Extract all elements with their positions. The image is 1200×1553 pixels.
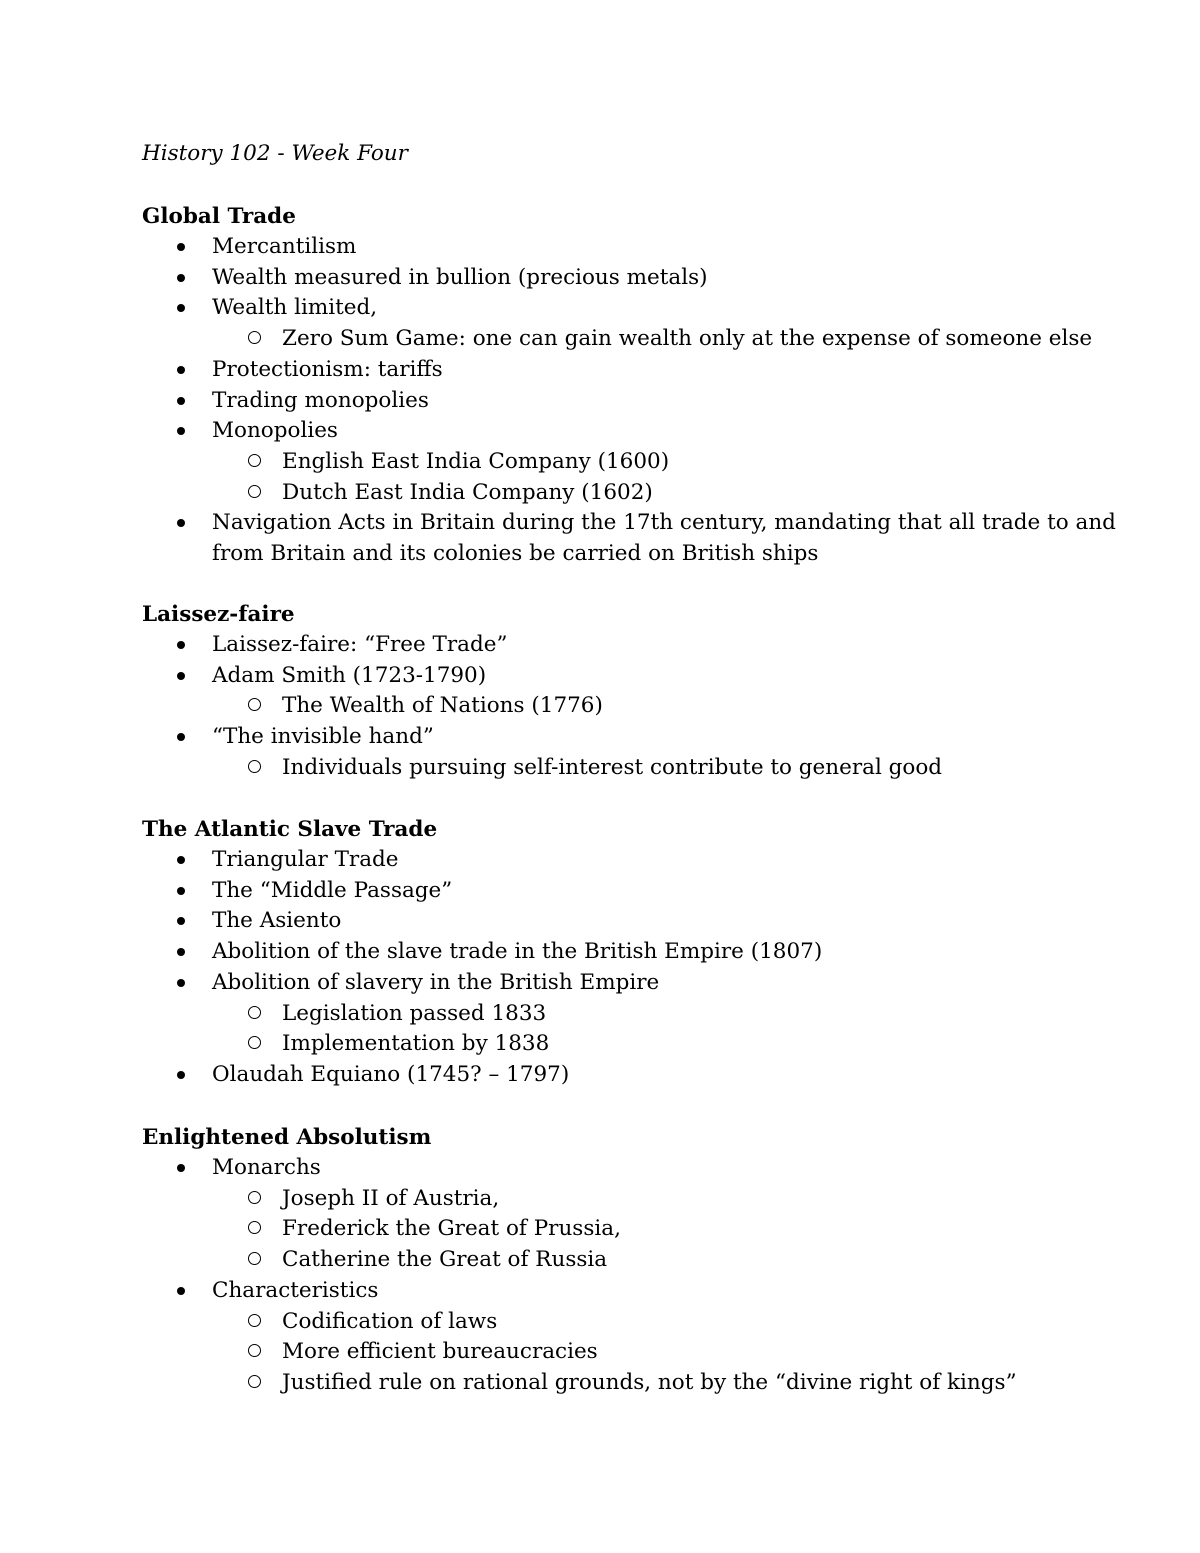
list-item-text: Abolition of slavery in the British Empire xyxy=(212,969,660,995)
hollow-circle-bullet-icon xyxy=(248,1314,261,1327)
list-item-text: The Asiento xyxy=(212,908,342,934)
list-item-text: Protectionism: tariffs xyxy=(212,356,443,382)
filled-bullet-icon xyxy=(177,304,185,312)
document-title: History 102 - Week Four xyxy=(142,141,408,166)
hollow-circle-bullet-icon xyxy=(248,760,261,773)
hollow-circle-bullet-icon xyxy=(248,1375,261,1388)
bullet-list xyxy=(142,1153,1152,1399)
list-item-text: Wealth limited, xyxy=(212,295,378,321)
sub-list-item xyxy=(142,324,1152,355)
filled-bullet-icon xyxy=(177,948,185,956)
bullet-list xyxy=(142,232,1152,570)
list-item-text: Justified rule on rational grounds, not by the “divine right of kings” xyxy=(282,1369,1017,1395)
list-item xyxy=(142,1276,1152,1307)
filled-bullet-icon xyxy=(177,917,185,925)
filled-bullet-icon xyxy=(177,243,185,251)
sub-list-item xyxy=(142,1184,1152,1215)
section-the-atlantic-slave-trade xyxy=(142,814,1152,1091)
filled-bullet-icon xyxy=(177,1071,185,1079)
list-item xyxy=(142,722,1152,753)
list-item xyxy=(142,1060,1152,1091)
list-item xyxy=(142,906,1152,937)
list-item xyxy=(142,263,1152,294)
list-item-text: Adam Smith (1723-1790) xyxy=(212,662,487,688)
list-item xyxy=(142,508,1152,569)
list-item-text: Abolition of the slave trade in the British Empire (1807) xyxy=(212,939,823,965)
section-heading: The Atlantic Slave Trade xyxy=(142,817,438,842)
list-item-text: The Wealth of Nations (1776) xyxy=(282,693,603,719)
list-item xyxy=(142,355,1152,386)
list-item-text: Dutch East India Company (1602) xyxy=(282,479,653,505)
list-item xyxy=(142,232,1152,263)
section-heading: Enlightened Absolutism xyxy=(142,1125,432,1150)
filled-bullet-icon xyxy=(177,427,185,435)
list-item-text: Olaudah Equiano (1745? – 1797) xyxy=(212,1061,570,1087)
list-item-text: Legislation passed 1833 xyxy=(282,1000,547,1026)
filled-bullet-icon xyxy=(177,856,185,864)
hollow-circle-bullet-icon xyxy=(248,1344,261,1357)
section-enlightened-absolutism xyxy=(142,1122,1152,1399)
list-item-text: Frederick the Great of Prussia, xyxy=(282,1216,621,1242)
sub-list-item xyxy=(142,691,1152,722)
list-item xyxy=(142,416,1152,447)
hollow-circle-bullet-icon xyxy=(248,1191,261,1204)
list-item-text: The “Middle Passage” xyxy=(212,877,453,903)
hollow-circle-bullet-icon xyxy=(248,485,261,498)
list-item-text: Mercantilism xyxy=(212,234,357,259)
filled-bullet-icon xyxy=(177,672,185,680)
bullet-list xyxy=(142,845,1152,1091)
sub-list-item xyxy=(142,1337,1152,1368)
filled-bullet-icon xyxy=(177,397,185,405)
hollow-circle-bullet-icon xyxy=(248,1221,261,1234)
list-item-text: Laissez-faire: “Free Trade” xyxy=(212,632,508,657)
filled-bullet-icon xyxy=(177,641,185,649)
sub-list-item xyxy=(142,1214,1152,1245)
hollow-circle-bullet-icon xyxy=(248,454,261,467)
hollow-circle-bullet-icon xyxy=(248,1252,261,1265)
list-item xyxy=(142,876,1152,907)
list-item-text: Implementation by 1838 xyxy=(282,1031,550,1057)
hollow-circle-bullet-icon xyxy=(248,1036,261,1049)
list-item-text: Trading monopolies xyxy=(212,387,429,413)
list-item xyxy=(142,661,1152,692)
list-item xyxy=(142,293,1152,324)
list-item-text: Codification of laws xyxy=(282,1308,498,1334)
sub-list-item xyxy=(142,1307,1152,1338)
filled-bullet-icon xyxy=(177,519,185,527)
filled-bullet-icon xyxy=(177,274,185,282)
sub-list-item xyxy=(142,478,1152,509)
filled-bullet-icon xyxy=(177,366,185,374)
sub-list-item xyxy=(142,753,1152,784)
sub-list-item xyxy=(142,1029,1152,1060)
list-item-text: “The invisible hand” xyxy=(212,724,434,750)
hollow-circle-bullet-icon xyxy=(248,1006,261,1019)
filled-bullet-icon xyxy=(177,979,185,987)
hollow-circle-bullet-icon xyxy=(248,331,261,344)
filled-bullet-icon xyxy=(177,1287,185,1295)
sub-list-item xyxy=(142,1245,1152,1276)
list-item xyxy=(142,386,1152,417)
list-item-text: Navigation Acts in Britain during the 17th century, mandating that all trade to and from Britain and its colonies be carried on British ships xyxy=(212,510,1116,567)
list-item-text: Individuals pursuing self-interest contribute to general good xyxy=(282,754,943,780)
section-global-trade xyxy=(142,201,1152,570)
list-item xyxy=(142,937,1152,968)
list-item-text: English East India Company (1600) xyxy=(282,448,670,474)
list-item-text: Triangular Trade xyxy=(212,847,399,872)
filled-bullet-icon xyxy=(177,733,185,741)
list-item xyxy=(142,968,1152,999)
list-item-text: Joseph II of Austria, xyxy=(282,1185,500,1211)
sub-list-item xyxy=(142,447,1152,478)
section-heading: Laissez-faire xyxy=(142,602,295,627)
filled-bullet-icon xyxy=(177,1164,185,1172)
list-item-text: Monarchs xyxy=(212,1155,321,1180)
section-laissez-faire xyxy=(142,599,1152,784)
hollow-circle-bullet-icon xyxy=(248,698,261,711)
bullet-list xyxy=(142,630,1152,784)
list-item-text: Catherine the Great of Russia xyxy=(282,1247,608,1273)
list-item xyxy=(142,845,1152,876)
list-item xyxy=(142,1153,1152,1184)
list-item-text: Zero Sum Game: one can gain wealth only at the expense of someone else xyxy=(282,326,1093,352)
section-heading: Global Trade xyxy=(142,204,296,229)
sub-list-item xyxy=(142,999,1152,1030)
list-item-text: Wealth measured in bullion (precious metals) xyxy=(212,264,708,290)
list-item-text: Characteristics xyxy=(212,1277,379,1303)
list-item xyxy=(142,630,1152,661)
filled-bullet-icon xyxy=(177,887,185,895)
list-item-text: More efficient bureaucracies xyxy=(282,1339,598,1365)
list-item-text: Monopolies xyxy=(212,418,338,444)
sub-list-item xyxy=(142,1368,1152,1399)
